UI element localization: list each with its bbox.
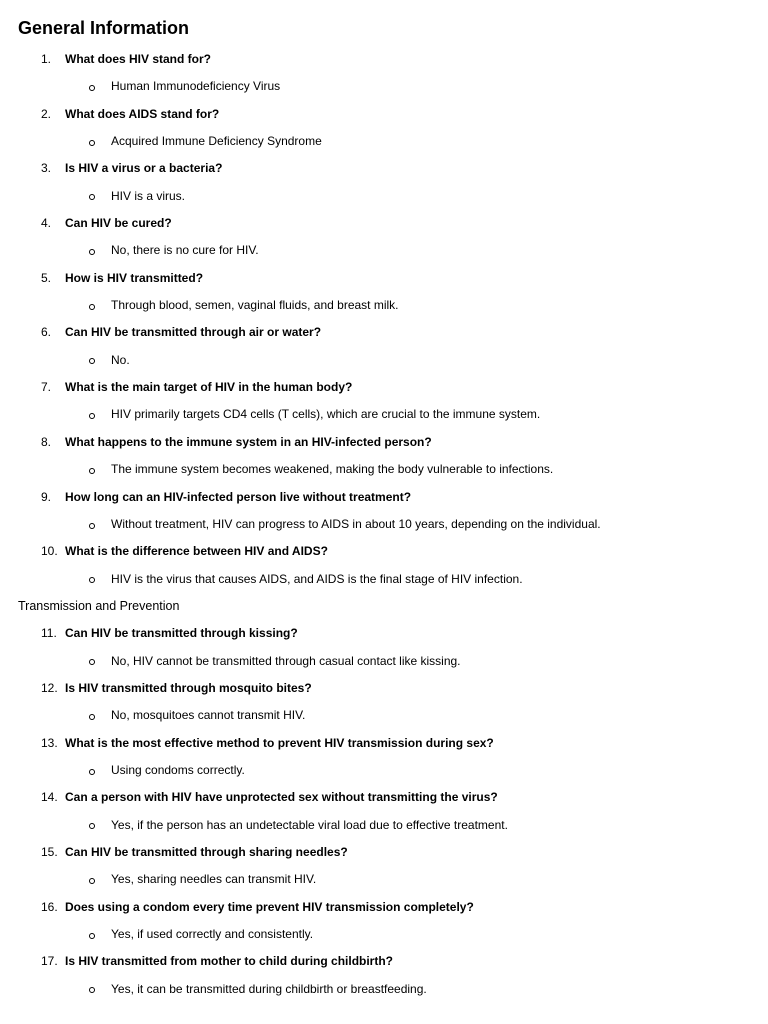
question-text: Is HIV a virus or a bacteria? — [65, 161, 223, 176]
question-text: What does AIDS stand for? — [65, 106, 220, 121]
bullet-icon — [89, 304, 95, 310]
question-number: 6. — [41, 325, 52, 340]
answer-text: Acquired Immune Deficiency Syndrome — [111, 134, 322, 149]
question-text: What is the main target of HIV in the human body? — [65, 380, 353, 395]
answer-text: No, mosquitoes cannot transmit HIV. — [111, 708, 306, 723]
bullet-icon — [89, 249, 95, 255]
answer-text: Yes, sharing needles can transmit HIV. — [111, 872, 317, 887]
answer-text: HIV is a virus. — [111, 188, 186, 203]
question-line — [0, 894, 768, 921]
question-line — [0, 784, 768, 811]
question-line — [0, 839, 768, 866]
section-title-transmission-prevention: Transmission and Prevention — [18, 598, 180, 613]
answer-line — [0, 183, 768, 210]
question-number: 14. — [41, 790, 58, 805]
answer-text: Without treatment, HIV can progress to AIDS in about 10 years, depending on the individual. — [111, 516, 601, 531]
answer-line — [0, 292, 768, 319]
answer-line — [0, 976, 768, 1003]
question-line — [0, 319, 768, 346]
answer-line — [0, 866, 768, 893]
question-number: 9. — [41, 489, 52, 504]
section-title-general-information: General Information — [18, 18, 190, 38]
answer-line — [0, 511, 768, 538]
question-text: Can HIV be cured? — [65, 216, 172, 231]
answer-line — [0, 812, 768, 839]
answer-text: Yes, if the person has an undetectable viral load due to effective treatment. — [111, 817, 508, 832]
bullet-icon — [89, 468, 95, 474]
question-line — [0, 948, 768, 975]
question-text: What is the difference between HIV and AIDS? — [65, 544, 328, 559]
question-line — [0, 155, 768, 182]
question-line — [0, 101, 768, 128]
question-number: 4. — [41, 216, 52, 231]
question-number: 5. — [41, 270, 52, 285]
bullet-icon — [89, 823, 95, 829]
question-line — [0, 538, 768, 565]
question-text: Can a person with HIV have unprotected sex without transmitting the virus? — [65, 790, 498, 805]
question-number: 13. — [41, 735, 58, 750]
answer-line — [0, 456, 768, 483]
bullet-icon — [89, 140, 95, 146]
bullet-icon — [89, 987, 95, 993]
answer-text: No, there is no cure for HIV. — [111, 243, 259, 258]
bullet-icon — [89, 523, 95, 529]
question-line — [0, 46, 768, 73]
question-text: How is HIV transmitted? — [65, 270, 204, 285]
answer-line — [0, 347, 768, 374]
question-number: 10. — [41, 544, 58, 559]
answer-text: Yes, if used correctly and consistently. — [111, 927, 314, 941]
answer-line — [0, 648, 768, 675]
question-text: Is HIV transmitted from mother to child during childbirth? — [65, 954, 394, 969]
question-line — [0, 620, 768, 647]
document-body — [0, 46, 768, 1003]
answer-text: HIV primarily targets CD4 cells (T cells), which are crucial to the immune system. — [111, 407, 541, 422]
question-text: What happens to the immune system in an HIV-infected person? — [65, 434, 432, 449]
bullet-icon — [89, 577, 95, 583]
question-text: What does HIV stand for? — [65, 52, 212, 66]
answer-text: Through blood, semen, vaginal fluids, and breast milk. — [111, 298, 399, 313]
section-heading-line — [0, 593, 768, 620]
question-line — [0, 210, 768, 237]
question-line — [0, 429, 768, 456]
question-number: 11. — [41, 626, 57, 641]
question-text: Is HIV transmitted through mosquito bites? — [65, 680, 312, 695]
question-number: 15. — [41, 844, 58, 859]
answer-text: The immune system becomes weakened, making the body vulnerable to infections. — [111, 462, 554, 477]
question-line — [0, 484, 768, 511]
answer-line — [0, 73, 768, 100]
question-number: 3. — [41, 161, 52, 176]
question-text: Can HIV be transmitted through air or water? — [65, 325, 322, 340]
question-number: 16. — [41, 899, 58, 914]
answer-text: Using condoms correctly. — [111, 762, 245, 777]
answer-text: Human Immunodeficiency Virus — [111, 79, 281, 94]
question-text: What is the most effective method to prevent HIV transmission during sex? — [65, 735, 494, 750]
bullet-icon — [89, 413, 95, 419]
answer-text: No, HIV cannot be transmitted through casual contact like kissing. — [111, 653, 461, 668]
answer-line — [0, 702, 768, 729]
answer-line — [0, 757, 768, 784]
question-text: Does using a condom every time prevent HIV transmission completely? — [65, 899, 474, 914]
answer-line — [0, 921, 768, 948]
question-text: How long can an HIV-infected person live without treatment? — [65, 489, 412, 504]
answer-line — [0, 401, 768, 428]
answer-text: No. — [111, 352, 130, 367]
question-number: 8. — [41, 434, 52, 449]
question-number: 2. — [41, 106, 52, 121]
bullet-icon — [89, 878, 95, 884]
question-line — [0, 675, 768, 702]
question-text: Can HIV be transmitted through kissing? — [65, 626, 298, 641]
answer-text: Yes, it can be transmitted during childbirth or breastfeeding. — [111, 981, 427, 996]
answer-line — [0, 566, 768, 593]
answer-line — [0, 237, 768, 264]
question-line — [0, 265, 768, 292]
question-text: Can HIV be transmitted through sharing needles? — [65, 844, 348, 859]
bullet-icon — [89, 194, 95, 200]
bullet-icon — [89, 933, 95, 939]
question-number: 12. — [41, 680, 58, 695]
answer-text: HIV is the virus that causes AIDS, and AIDS is the final stage of HIV infection. — [111, 571, 523, 586]
question-line — [0, 730, 768, 757]
question-line — [0, 374, 768, 401]
question-number: 17. — [41, 954, 58, 969]
bullet-icon — [89, 358, 95, 364]
bullet-icon — [89, 714, 95, 720]
answer-line — [0, 128, 768, 155]
question-number: 1. — [41, 52, 52, 66]
bullet-icon — [89, 85, 95, 91]
question-number: 7. — [41, 380, 52, 395]
bullet-icon — [89, 659, 95, 665]
bullet-icon — [89, 769, 95, 775]
